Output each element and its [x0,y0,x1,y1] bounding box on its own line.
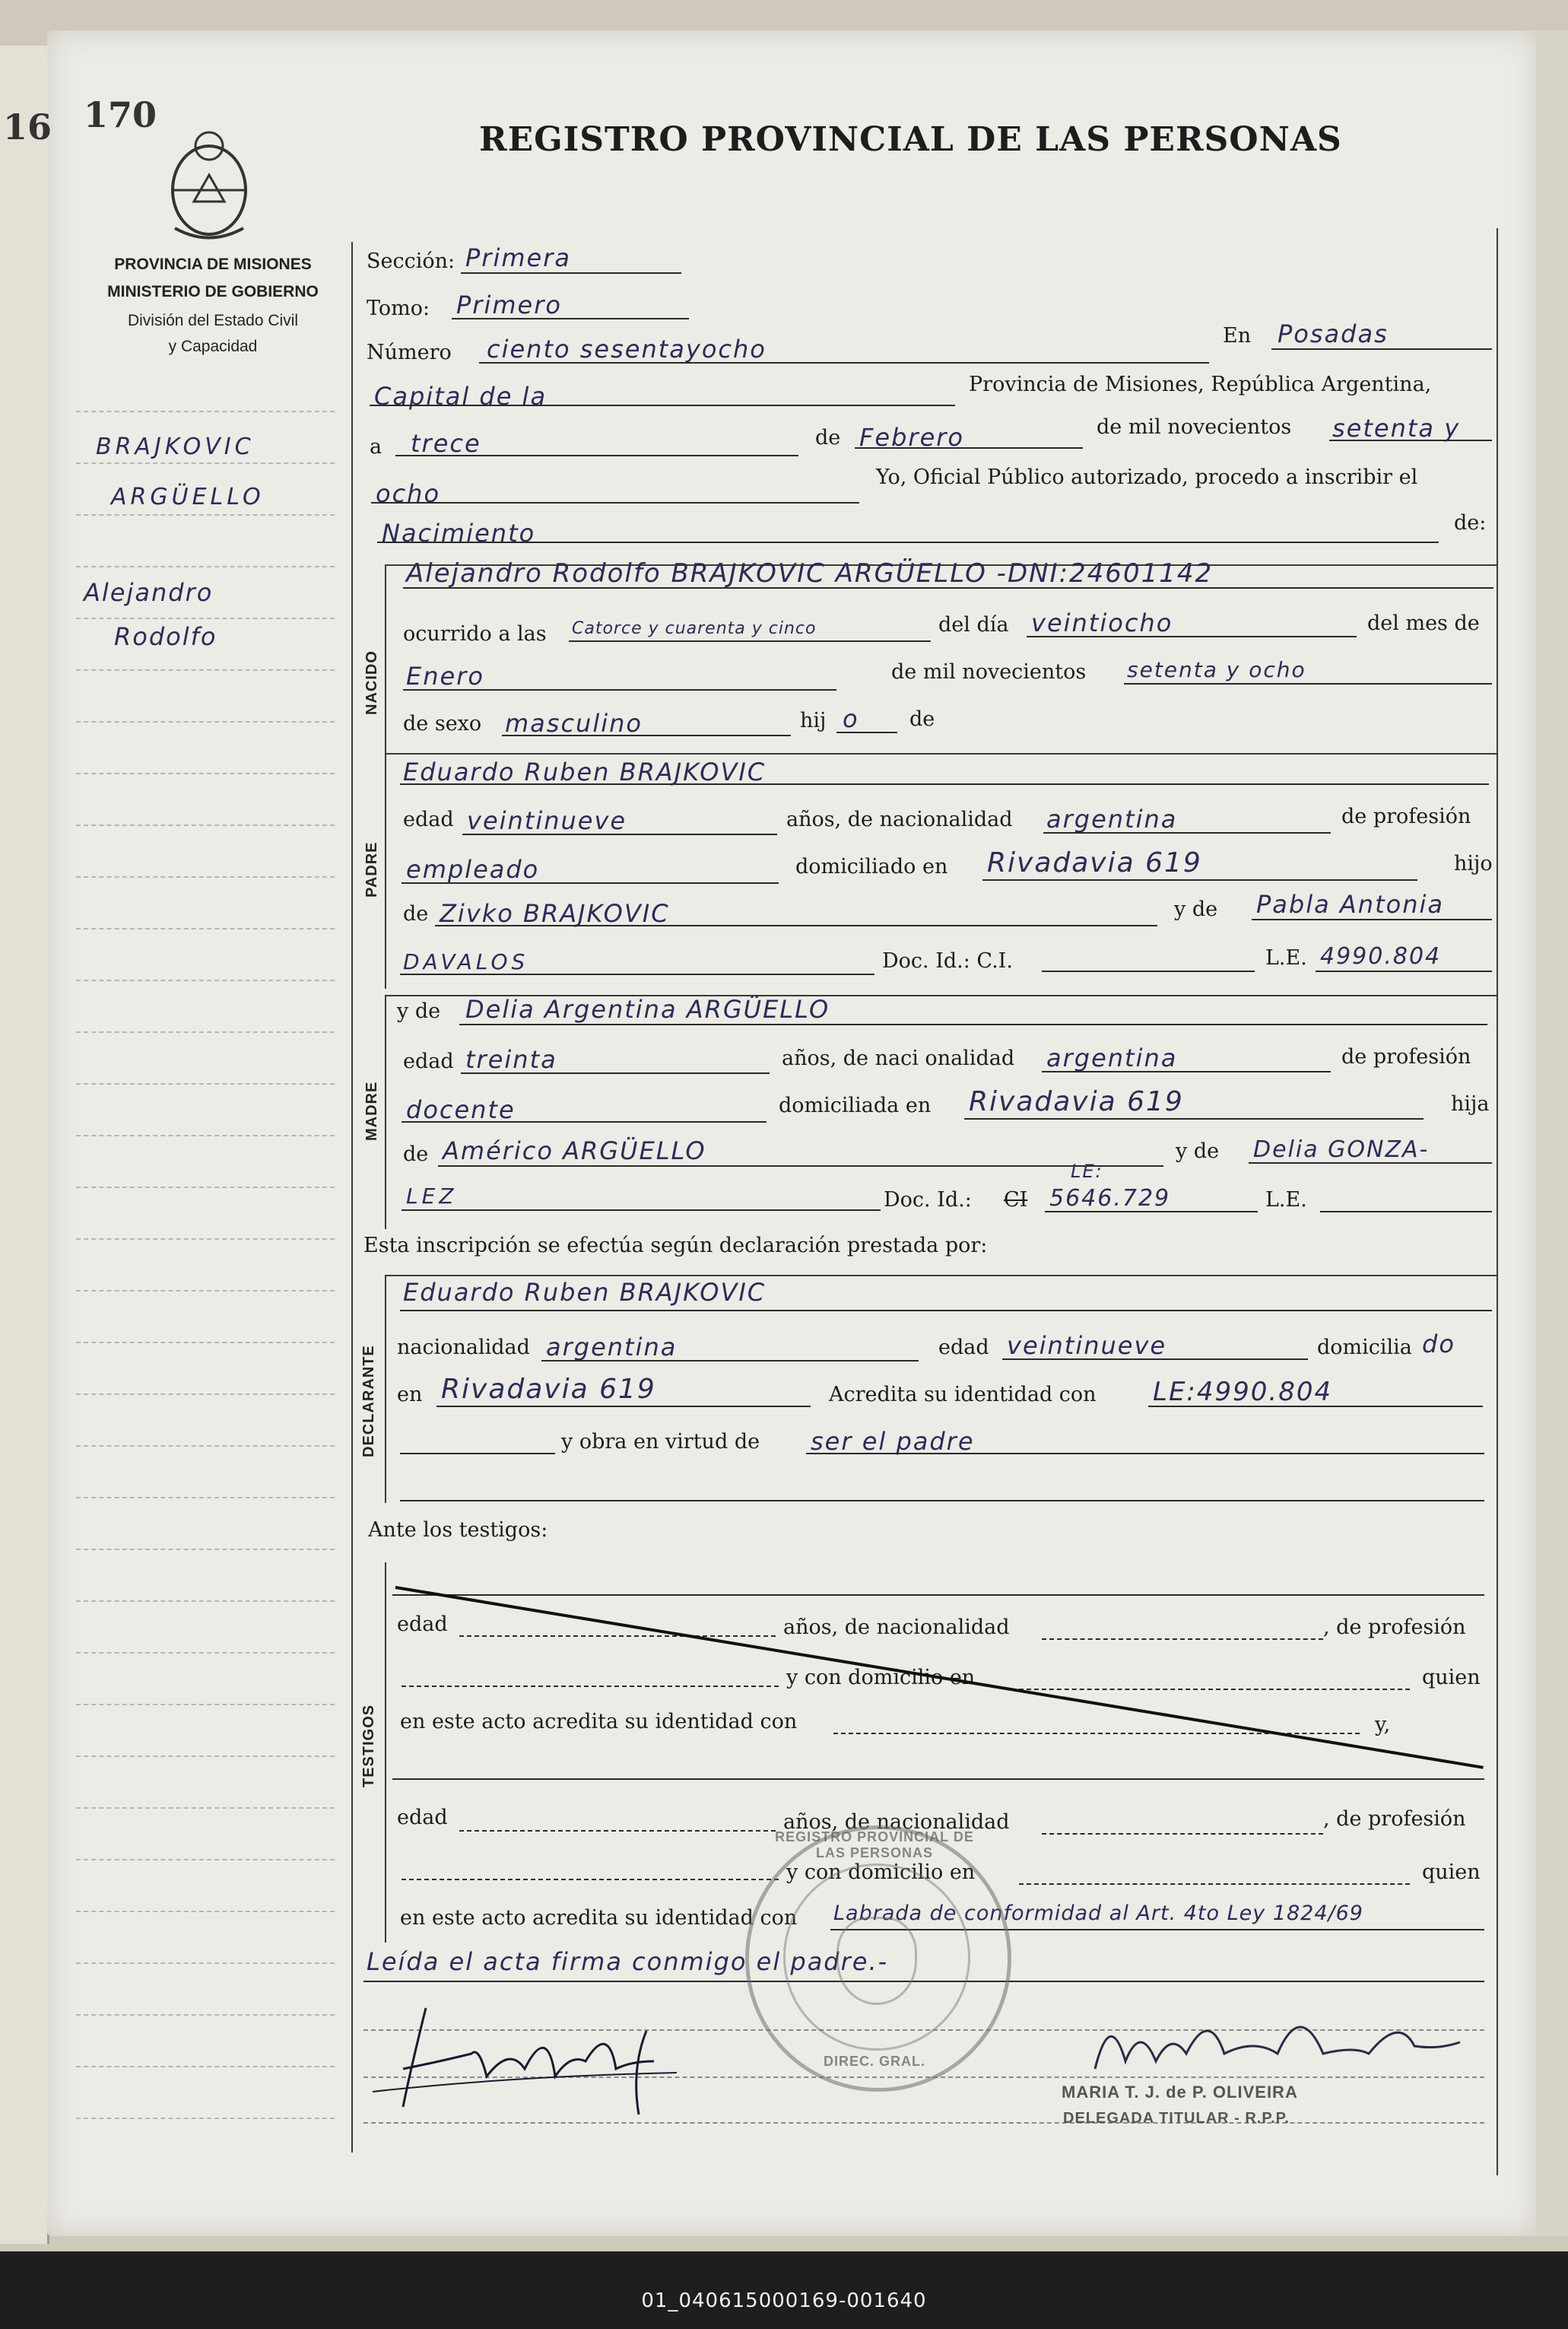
oficial-nombre-stamp: MARIA T. J. de P. OLIVEIRA [1062,2083,1298,2102]
madre-madre-underline-1 [1249,1162,1492,1164]
testigo1-prof-underline [402,1686,779,1687]
madre-doc-value: 5646.729 [1049,1185,1171,1212]
nacido-bracket [385,564,386,777]
padre-le-value: 4990.804 [1320,943,1442,970]
testigo2-acredita-label: en este acto acredita su identidad con [400,1906,798,1930]
padre-madre-nombre-1: Pabla Antonia [1256,890,1444,919]
main-frame-left-rule [351,242,353,2153]
declarante-edad-label: edad [938,1336,989,1359]
nacido-nombre: Alejandro Rodolfo BRAJKOVIC ARGÜELLO -DNI:24601142 [406,558,1214,589]
declarante-virtud-underline [806,1453,1484,1454]
testigo1-prof-label: , de profesión [1323,1616,1466,1639]
declarante-nac-underline [541,1360,919,1361]
madre-edad-label: edad [403,1050,454,1073]
nacido-section-label: NACIDO [363,650,380,715]
padre-madre-underline-1 [1252,919,1492,920]
madre-y-de2-label: y de [1176,1139,1220,1163]
acto-de-label: de: [1454,511,1487,535]
madre-ci-struck: CI [1004,1188,1028,1212]
padre-dom-underline [982,879,1417,881]
image-filename: 01_040615000169-001640 [641,2289,927,2312]
testigo1-nac-label: años, de nacionalidad [783,1616,1010,1639]
madre-edad-underline [461,1072,770,1074]
padre-nacionalidad: argentina [1046,805,1178,834]
madre-hija-label: hija [1451,1092,1490,1116]
declaracion-text: Esta inscripción se efectúa según declaración prestada por: [363,1234,988,1257]
seal-inner-text: DIREC. GRAL. [823,2054,925,2069]
testigo1-nac-underline [1042,1638,1323,1640]
declarante-documento: LE:4990.804 [1153,1377,1333,1407]
seccion-label: Sección: [367,249,455,273]
testigo1-dom-label: y con domicilio en [786,1666,976,1689]
madre-dom-label: domiciliada en [779,1094,932,1117]
declarante-virtud: ser el padre [811,1427,975,1456]
madre-doc-label: Doc. Id.: [884,1188,972,1212]
padre-padre-underline [435,925,1157,926]
madre-y-de-label: y de [397,999,441,1023]
fecha-mes-underline [855,447,1083,449]
nacido-dia-underline [1027,636,1357,637]
previous-folio-number: 16 [3,106,52,148]
issuer-division: División del Estado Civil [127,312,299,329]
capital-underline [370,405,955,406]
margin-surname-2: ARGÜELLO [111,484,265,510]
page-stack-edge [1536,30,1568,2236]
hij-label: hij [800,709,827,732]
madre-madre-underline-2 [402,1209,881,1211]
fecha-anio-underline-2 [371,502,859,504]
madre-madre-nombre-2: LEZ [406,1184,458,1209]
madre-nac-label: años, de naci onalidad [782,1047,1015,1070]
testigo2-edad-underline [459,1830,776,1832]
issuer-province: PROVINCIA DE MISIONES [114,256,312,273]
padre-doc-label: Doc. Id.: C.I. [882,949,1013,973]
previous-page-edge [0,46,49,2244]
testigo2-name-underline [392,1778,1484,1780]
madre-section-label: MADRE [363,1081,380,1141]
padre-ci-underline [1042,971,1255,972]
madre-prof-underline [402,1121,767,1123]
madre-le-correction: LE: [1071,1161,1103,1182]
fecha-anio-value-2: ocho [376,479,441,508]
testigo1-edad-underline [459,1635,776,1637]
provincia-text: Provincia de Misiones, República Argentina, [969,373,1432,396]
madre-nac-underline [1042,1071,1331,1072]
folio-number: 170 [84,94,157,135]
fecha-anio-value-1: setenta y [1332,414,1461,443]
testigo1-y-label: y, [1375,1713,1391,1736]
declarante-acredita-label: Acredita su identidad con [829,1383,1097,1406]
margin-given-1: Alejandro [84,578,214,607]
madre-nombre: Delia Argentina ARGÜELLO [465,995,830,1024]
nacido-nombre-underline [403,587,1493,589]
declarante-dom-underline [436,1406,811,1407]
capital-value: Capital de la [374,382,548,411]
fecha-a-label: a [370,435,382,459]
padre-domicilio: Rivadavia 619 [987,847,1202,879]
padre-hijo-label: hijo [1454,852,1493,875]
testigo1-dom-underline [1019,1689,1410,1690]
padre-le-label: L.E. [1265,946,1307,970]
declarante-dom-suffix: do [1422,1330,1455,1358]
padre-prof-underline [402,882,779,884]
madre-padre-nombre: Américo ARGÜELLO [443,1136,706,1165]
hij-underline [836,732,897,733]
madre-profesion: docente [406,1095,516,1124]
numero-label: Número [367,341,452,364]
padre-dom-label: domiciliado en [795,855,948,879]
declarante-en-label: en [397,1383,423,1406]
padre-section-label: PADRE [363,841,380,898]
declarante-doc-underline [1148,1406,1483,1407]
nacido-mil-label: de mil novecientos [891,660,1087,684]
testigo1-acredita-label: en este acto acredita su identidad con [400,1710,798,1733]
padre-nac-underline [1043,832,1331,834]
testigo2-prof-label: , de profesión [1323,1807,1466,1831]
declarante-top-rule [385,1275,1497,1276]
testigo2-quien-label: quien [1422,1860,1481,1884]
nacido-sexo-underline [502,735,791,736]
testigo2-nac-underline [1042,1833,1323,1835]
oficial-cargo-stamp: DELEGADA TITULAR - R.P.P. [1063,2110,1290,2127]
fecha-anio-underline-1 [1329,440,1492,441]
nacido-anio-underline [1124,683,1492,685]
coat-of-arms-icon [160,114,259,243]
madre-domicilio: Rivadavia 619 [969,1086,1184,1117]
oficial-text: Yo, Oficial Público autorizado, procedo a inscribir el [876,465,1418,489]
en-value: Posadas [1278,319,1389,348]
padre-bracket [385,753,386,989]
declarante-bracket [385,1275,386,1503]
testigo2-prof-underline [402,1879,779,1880]
declarante-nac-label: nacionalidad [397,1336,530,1359]
declarante-signature-icon [357,1978,738,2130]
document-title: REGISTRO PROVINCIAL DE LAS PERSONAS [479,120,1342,159]
ocurrido-label: ocurrido a las [403,622,547,646]
madre-de-label: de [403,1142,429,1166]
testigos-section-label: TESTIGOS [360,1704,377,1787]
declarante-edad-underline [1002,1358,1308,1360]
margin-given-2: Rodolfo [114,622,217,651]
padre-prof-label: de profesión [1341,805,1471,828]
fecha-dia-underline [395,455,798,456]
sexo-label: de sexo [403,712,482,736]
declarante-obra-blank-underline [400,1453,555,1454]
declarante-obra-label: y obra en virtud de [561,1430,760,1454]
testigo2-edad-label: edad [397,1806,448,1829]
nacido-hora: Catorce y cuarenta y cinco [572,619,817,638]
declarante-nombre: Eduardo Ruben BRAJKOVIC [403,1278,767,1307]
declarante-nombre-underline [400,1310,1492,1311]
madre-dom-underline [964,1118,1424,1120]
oficial-signature-icon [1080,1978,1475,2092]
tomo-underline [452,318,689,319]
declarante-dom-label: domicilia [1317,1336,1412,1359]
madre-le-underline [1320,1211,1492,1212]
nacido-hij-suffix: o [843,704,859,733]
testigo2-dom-underline [1019,1883,1410,1885]
madre-padre-underline [438,1165,1163,1167]
padre-nombre-underline [400,783,1489,785]
madre-madre-nombre-1: Delia GONZA- [1253,1136,1430,1163]
fecha-mil-label: de mil novecientos [1097,415,1292,439]
tomo-label: Tomo: [367,297,430,320]
margin-surname-1: BRAJKOVIC [96,434,255,460]
testigo1-edad-label: edad [397,1613,448,1636]
nacido-dia: veintiocho [1031,608,1173,637]
madre-nacionalidad: argentina [1046,1044,1178,1072]
testigos-bracket [385,1562,386,1943]
seal-outer-text: REGISTRO PROVINCIAL DE LAS PERSONAS [775,1829,974,1860]
en-label: En [1223,324,1252,348]
del-mes-label: del mes de [1367,612,1480,635]
fecha-mes-value: Febrero [859,423,964,452]
testigo2-dom-label: y con domicilio en [786,1860,976,1884]
padre-profesion: empleado [406,855,540,884]
padre-de-label: de [403,902,429,926]
padre-madre-nombre-2: DAVALOS [403,949,529,974]
padre-edad-underline [462,834,777,835]
nacido-sexo: masculino [505,709,643,738]
main-frame-right-rule [1497,228,1498,2175]
issuer-ministry: MINISTERIO DE GOBIERNO [107,283,319,300]
hij-de-label: de [909,707,935,731]
seccion-value: Primera [465,243,571,272]
padre-nombre: Eduardo Ruben BRAJKOVIC [403,758,767,786]
madre-le-label: L.E. [1265,1188,1307,1212]
padre-madre-underline-2 [400,974,874,975]
seccion-underline [461,272,681,274]
del-dia-label: del día [938,613,1009,637]
declarante-domicilio: Rivadavia 619 [441,1374,656,1405]
padre-edad: veintinueve [467,806,627,835]
padre-top-rule [385,753,1497,755]
numero-underline [479,362,1209,364]
nacido-hora-underline [569,640,931,642]
nacido-mes-underline [403,689,836,691]
testigos-heading: Ante los testigos: [368,1518,548,1542]
madre-edad: treinta [465,1045,557,1074]
en-underline [1271,348,1492,350]
madre-bracket [385,995,386,1229]
declarante-edad: veintinueve [1007,1331,1167,1360]
labrada-nota: Labrada de conformidad al Art. 4to Ley 1824/69 [833,1902,1363,1925]
cierre-nota: Leída el acta firma conmigo el padre.- [367,1947,889,1976]
issuer-capacity: y Capacidad [168,338,258,355]
padre-y-de-label: y de [1174,898,1218,921]
testigo1-name-underline [392,1594,1484,1596]
testigo1-quien-label: quien [1422,1666,1481,1689]
tomo-value: Primero [456,291,562,319]
padre-edad-label: edad [403,808,454,831]
madre-nombre-underline [459,1024,1487,1025]
numero-value: ciento sesentayocho [487,335,767,364]
nacido-mes: Enero [406,662,484,691]
nacido-anio: setenta y ocho [1127,657,1306,682]
testigo2-nac-label: años, de nacionalidad [783,1810,1010,1834]
seal-emblem-icon [836,1917,917,2005]
acto-value: Nacimiento [382,519,536,548]
declarante-blank-line [400,1500,1484,1501]
fecha-de-label: de [815,426,841,450]
madre-doc-underline [1045,1211,1258,1212]
acto-underline [377,542,1439,543]
declarante-nacionalidad: argentina [546,1333,678,1361]
padre-nac-label: años, de nacionalidad [786,808,1013,831]
madre-prof-label: de profesión [1341,1045,1471,1069]
padre-le-underline [1316,971,1492,972]
padre-padre-nombre: Zivko BRAJKOVIC [440,899,670,928]
declarante-section-label: DECLARANTE [360,1345,377,1457]
fecha-dia-value: trece [411,429,481,458]
